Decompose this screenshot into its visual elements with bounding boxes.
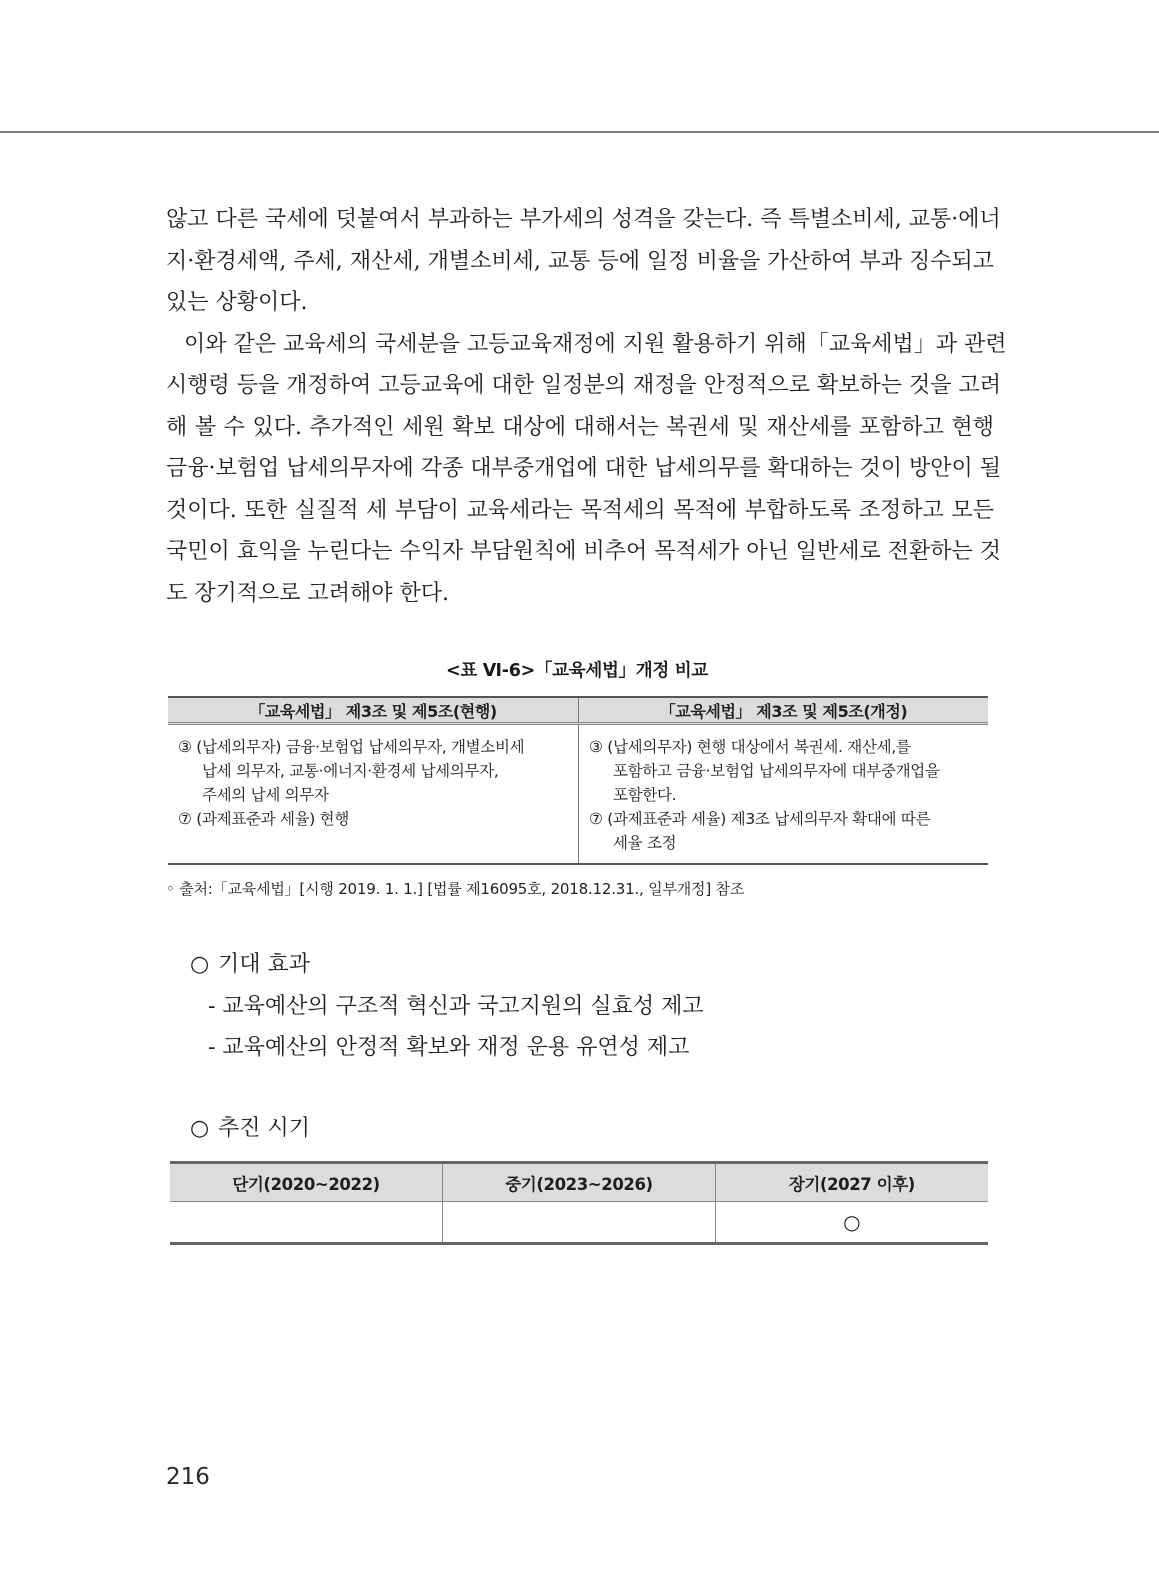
comparison-table: [168, 696, 988, 865]
expected-effects-section: [190, 944, 704, 1069]
text-line: 이와 같은 교육세의 국세분을 고등교육재정에 지원 활용하기 위해「교육세법」과 관련: [184, 331, 1007, 357]
section-title: 기대 효과: [218, 952, 311, 977]
list-item: - 교육예산의 구조적 혁신과 국고지원의 실효성 제고: [208, 993, 704, 1019]
current-law-cell: [168, 724, 579, 865]
text-line: 금융·보험업 납세의무자에 각종 대부중개업에 대한 납세의무를 확대하는 것이 방안이 될: [166, 456, 1002, 481]
body-text: [166, 199, 1007, 614]
table-row: [168, 724, 988, 865]
header-rule: [0, 131, 1159, 133]
column-header-mid-term: 중기(2023~2026): [443, 1163, 716, 1202]
short-term-mark: [170, 1202, 443, 1244]
page-number: 216: [166, 1464, 210, 1490]
table-header-row: [170, 1163, 988, 1202]
timing-section-heading: [190, 1108, 310, 1150]
list-item-continuation: 세율 조정: [613, 834, 677, 852]
revised-law-cell: [579, 724, 989, 865]
column-header-revised: 「교육세법」 제3조 및 제5조(개정): [579, 697, 989, 724]
circle-bullet-icon: ○: [190, 1116, 210, 1141]
table-header-row: [168, 697, 988, 724]
section-heading: [190, 944, 704, 986]
list-item: ⑦ (과제표준과 세율) 현행: [178, 810, 350, 828]
column-header-short-term: 단기(2020~2022): [170, 1163, 443, 1202]
paragraph-1: [166, 199, 1001, 324]
section-title: 추진 시기: [218, 1116, 311, 1141]
list-item: ③ (납세의무자) 현행 대상에서 복권세. 재산세,를: [589, 738, 911, 756]
column-header-current: 「교육세법」 제3조 및 제5조(현행): [168, 697, 579, 724]
column-header-long-term: 장기(2027 이후): [715, 1163, 988, 1202]
long-term-mark: ○: [715, 1202, 988, 1244]
list-item: ③ (납세의무자) 금융·보험업 납세의무자, 개별소비세: [178, 738, 525, 756]
table-caption: <표 Ⅵ-6>「교육세법」개정 비교: [446, 661, 708, 681]
circle-bullet-icon: ○: [190, 952, 210, 977]
list-item-continuation: 납세 의무자, 교통·에너지·환경세 납세의무자,: [202, 762, 499, 780]
table-row: [170, 1202, 988, 1244]
text-line: 지·환경세액, 주세, 재산세, 개별소비세, 교통 등에 일정 비율을 가산하여 부과 징수되고: [166, 248, 994, 274]
list-item: ⑦ (과제표준과 세율) 제3조 납세의무자 확대에 따른: [589, 810, 931, 828]
text-line: 해 볼 수 있다. 추가적인 세원 확보 대상에 대해서는 복권세 및 재산세를 포함하고 현행: [166, 414, 994, 440]
list-item: - 교육예산의 안정적 확보와 재정 운용 유연성 제고: [208, 1035, 690, 1060]
text-line: 국민이 효익을 누린다는 수익자 부담원칙에 비추어 목적세가 아닌 일반세로 전환하는 것: [166, 539, 1002, 564]
paragraph-2: [166, 324, 1007, 615]
text-line: 것이다. 또한 실질적 세 부담이 교육세라는 목적세의 목적에 부합하도록 조정하고 모든: [166, 497, 994, 523]
mid-term-mark: [443, 1202, 716, 1244]
text-line: 않고 다른 국세에 덧붙여서 부과하는 부가세의 성격을 갖는다. 즉 특별소비세, 교통·에너: [166, 207, 1001, 232]
text-line: 시행령 등을 개정하여 고등교육에 대한 일정분의 재정을 안정적으로 확보하는 것을 고려: [166, 373, 1002, 398]
source-note: ◦ 출처:「교육세법」[시행 2019. 1. 1.] [법률 제16095호, 2018.12.31., 일부개정] 참조: [166, 880, 745, 898]
text-line: 도 장기적으로 고려해야 한다.: [166, 580, 449, 606]
list-item-continuation: 포함한다.: [613, 786, 677, 804]
list-item-continuation: 포함하고 금융·보험업 납세의무자에 대부중개업을: [613, 762, 940, 780]
list-item-continuation: 주세의 납세 의무자: [202, 786, 329, 804]
timing-table: [170, 1161, 988, 1245]
text-line: 있는 상황이다.: [166, 290, 308, 315]
